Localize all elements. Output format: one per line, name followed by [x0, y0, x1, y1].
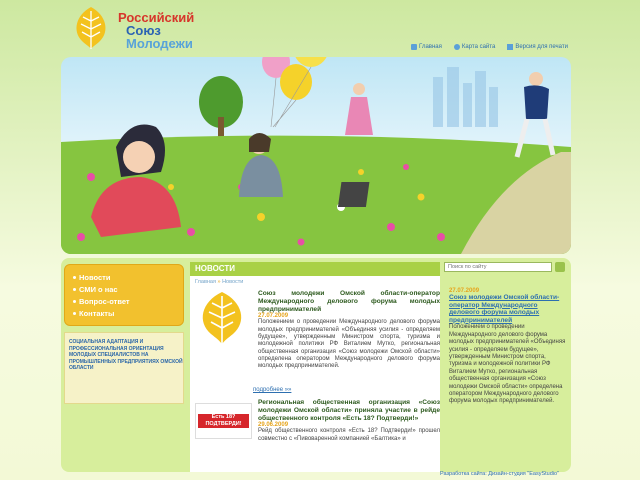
news-item-date: 29.06.2009	[258, 422, 289, 429]
main-menu	[64, 264, 184, 326]
sitemap-icon	[454, 44, 460, 50]
breadcrumb-home-link[interactable]: Главная	[195, 279, 216, 285]
news-item	[195, 399, 440, 469]
menu-item-news[interactable]	[73, 271, 175, 283]
news-item-title[interactable]: Региональная общественная организация «Союз молодежи Омской области» приняла участие в рейде общественного контроля «Есть 18? Подтверди!»	[258, 399, 440, 422]
menu-item-media[interactable]	[73, 283, 175, 295]
logo-line-2: Союз	[126, 23, 161, 38]
news-item-text: Положением о проведении Международного делового форума молодых предпринимателей «Объединяя усилия - определяем будущее», утвержденным Министром спорта, туризма и молодежной политики РФ Виталием Мутко, региональная общественная организация «Союз молодежи Омской области» определена оператором Международного делового форума молодых предпринимателей.	[258, 319, 440, 370]
header-banner-illustration	[61, 57, 571, 254]
news-content	[190, 262, 440, 472]
news-item-title[interactable]: Союз молодежи Омской области-оператор Международного делового форума молодых предпринимателей	[258, 290, 440, 313]
section-title: НОВОСТИ	[190, 262, 440, 276]
right-column	[444, 262, 570, 472]
bullet-icon	[73, 300, 76, 303]
print-icon	[507, 44, 513, 50]
promo-banner[interactable]	[64, 332, 184, 404]
site-logo[interactable]	[70, 5, 200, 51]
footer-credits[interactable]: Разработка сайта: Дизайн-студия "EasyStudio"	[440, 471, 560, 477]
topnav-print-label: Версия для печати	[515, 44, 568, 50]
menu-item-label: Вопрос-ответ	[79, 296, 130, 306]
banner-artwork	[61, 57, 571, 254]
bullet-icon	[73, 288, 76, 291]
campaign-image-text: Есть 18? ПОДТВЕРДИ!	[198, 414, 249, 428]
site-search	[444, 262, 570, 272]
bullet-icon	[73, 276, 76, 279]
leaf-news-image[interactable]	[195, 288, 250, 348]
breadcrumb	[195, 279, 435, 285]
promo-text: СОЦИАЛЬНАЯ АДАПТАЦИЯ И ПРОФЕССИОНАЛЬНАЯ ОРИЕНТАЦИЯ МОЛОДЫХ СПЕЦИАЛИСТОВ НА ПРОМЫШЛЕННЫХ ПРЕДПРИЯТИЯХ ОМСКОЙ ОБЛАСТИ	[69, 339, 183, 372]
menu-item-label: СМИ о нас	[79, 284, 118, 294]
featured-news-title[interactable]: Союз молодежи Омской области-оператор Международного делового форума молодых предпринимателей	[449, 294, 560, 324]
news-item	[195, 288, 440, 378]
menu-item-faq[interactable]	[73, 295, 175, 307]
menu-item-label: Контакты	[79, 308, 115, 318]
search-button[interactable]	[555, 262, 565, 272]
topnav-home-label: Главная	[419, 44, 442, 50]
news-item-text: Рейд общественного контроля «Есть 18? Подтверди!» прошел совместно с «Пивоваренной компанией «Балтика» и	[258, 428, 440, 442]
topnav-sitemap-link[interactable]	[454, 44, 495, 50]
topnav-print-link[interactable]	[507, 44, 568, 50]
topnav-sitemap-label: Карта сайта	[461, 44, 496, 50]
read-more-link[interactable]: подробнее »»	[253, 387, 292, 393]
news-item-date: 27.07.2009	[258, 313, 289, 320]
menu-item-contacts[interactable]	[73, 307, 175, 319]
search-input[interactable]	[444, 262, 552, 272]
top-nav	[411, 44, 568, 50]
breadcrumb-separator: »	[217, 279, 221, 285]
topnav-home-link[interactable]	[411, 44, 442, 50]
featured-news-date: 27.07.2009	[449, 288, 480, 294]
breadcrumb-current: Новости	[222, 279, 244, 285]
logo-line-1: Российский	[118, 10, 195, 25]
sidebar	[64, 264, 184, 404]
featured-news-text: Положением о проведении Международного делового форума молодых предпринимателей «Объединяя усилия - определяем будущее», утвержденным Министром спорта, туризма и молодежной политики РФ Виталием Мутко, региональная общественная организация «Союз молодежи Омской области» определена оператором Международного делового форума молодых предпринимателей.	[449, 324, 566, 405]
home-icon	[411, 44, 417, 50]
leaf-logo-icon	[70, 5, 112, 51]
menu-item-label: Новости	[79, 272, 111, 282]
bullet-icon	[73, 312, 76, 315]
campaign-news-image[interactable]	[195, 403, 252, 439]
logo-line-3: Молодежи	[126, 36, 193, 51]
